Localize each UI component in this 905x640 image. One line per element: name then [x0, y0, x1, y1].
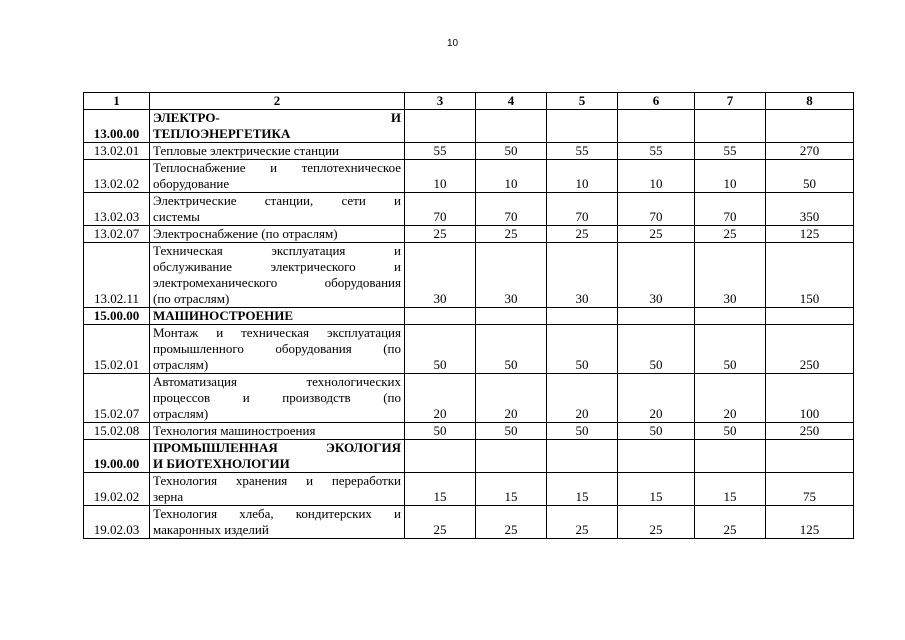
page-number: 10	[446, 38, 459, 49]
header-cell: 6	[618, 93, 695, 110]
value-cell: 15	[405, 473, 476, 506]
name-cell	[150, 506, 405, 539]
value-cell: 10	[405, 160, 476, 193]
value-cell: 20	[405, 374, 476, 423]
table-row	[84, 160, 854, 193]
name-line: Автоматизация технологических	[153, 374, 401, 389]
value-cell: 70	[618, 193, 695, 226]
name-line: электромеханического оборудования	[153, 275, 401, 290]
value-cell: 55	[695, 143, 766, 160]
table-row	[84, 226, 854, 243]
value-cell: 15	[618, 473, 695, 506]
value-cell: 20	[476, 374, 547, 423]
code-cell: 13.02.01	[84, 143, 150, 160]
value-cell	[405, 110, 476, 143]
header-cell: 1	[84, 93, 150, 110]
value-cell	[405, 308, 476, 325]
section-row	[84, 440, 854, 473]
value-cell: 70	[405, 193, 476, 226]
name-line: системы	[153, 209, 200, 224]
value-cell: 25	[695, 226, 766, 243]
value-cell: 25	[476, 226, 547, 243]
name-line: оборудование	[153, 176, 230, 191]
value-cell: 50	[405, 423, 476, 440]
value-cell	[476, 110, 547, 143]
value-cell: 50	[405, 325, 476, 374]
value-cell	[766, 308, 854, 325]
code-cell: 19.02.03	[84, 506, 150, 539]
name-line: ЭЛЕКТРО- И	[153, 110, 401, 125]
value-cell	[695, 440, 766, 473]
name-line: ТЕПЛОЭНЕРГЕТИКА	[153, 126, 291, 141]
value-cell: 25	[618, 506, 695, 539]
name-line: МАШИНОСТРОЕНИЕ	[153, 308, 294, 323]
value-cell: 270	[766, 143, 854, 160]
table-header-row	[84, 93, 854, 110]
value-cell: 50	[547, 423, 618, 440]
value-cell: 70	[695, 193, 766, 226]
value-cell: 10	[476, 160, 547, 193]
value-cell: 125	[766, 506, 854, 539]
value-cell: 150	[766, 243, 854, 308]
name-line: Тепловые электрические станции	[153, 143, 339, 158]
value-cell: 50	[766, 160, 854, 193]
name-line: Техническая эксплуатация и	[153, 243, 401, 258]
value-cell: 100	[766, 374, 854, 423]
value-cell: 55	[547, 143, 618, 160]
value-cell: 50	[476, 143, 547, 160]
header-cell: 8	[766, 93, 854, 110]
value-cell: 55	[618, 143, 695, 160]
code-cell: 15.02.01	[84, 325, 150, 374]
name-line: Электрические станции, сети и	[153, 193, 401, 208]
name-line: Монтаж и техническая эксплуатация	[153, 325, 401, 340]
value-cell: 30	[405, 243, 476, 308]
value-cell: 10	[618, 160, 695, 193]
value-cell: 20	[547, 374, 618, 423]
value-cell: 30	[618, 243, 695, 308]
name-line: Технология хлеба, кондитерских и	[153, 506, 401, 521]
code-cell: 13.02.03	[84, 193, 150, 226]
value-cell: 20	[695, 374, 766, 423]
admission-table	[83, 92, 854, 539]
value-cell	[618, 440, 695, 473]
code-cell: 13.00.00	[84, 110, 150, 143]
name-line: макаронных изделий	[153, 522, 269, 537]
value-cell: 25	[618, 226, 695, 243]
value-cell	[405, 440, 476, 473]
header-cell: 2	[150, 93, 405, 110]
name-line: (по отраслям)	[153, 291, 230, 306]
name-line: процессов и производств (по	[153, 390, 401, 405]
value-cell: 25	[695, 506, 766, 539]
code-cell: 15.00.00	[84, 308, 150, 325]
value-cell	[547, 110, 618, 143]
value-cell	[695, 308, 766, 325]
value-cell	[618, 308, 695, 325]
value-cell: 20	[618, 374, 695, 423]
value-cell: 50	[618, 423, 695, 440]
name-cell	[150, 160, 405, 193]
name-cell	[150, 110, 405, 143]
name-cell	[150, 473, 405, 506]
name-cell	[150, 440, 405, 473]
value-cell	[695, 110, 766, 143]
value-cell: 50	[476, 325, 547, 374]
value-cell	[766, 110, 854, 143]
code-cell: 19.02.02	[84, 473, 150, 506]
name-cell	[150, 226, 405, 243]
name-line: отраслям)	[153, 406, 209, 421]
table-row	[84, 243, 854, 308]
value-cell: 50	[695, 325, 766, 374]
value-cell: 70	[547, 193, 618, 226]
value-cell: 15	[476, 473, 547, 506]
value-cell: 50	[695, 423, 766, 440]
table-row	[84, 193, 854, 226]
value-cell	[618, 110, 695, 143]
name-line: обслуживание электрического и	[153, 259, 401, 274]
value-cell	[547, 440, 618, 473]
value-cell	[476, 440, 547, 473]
value-cell	[476, 308, 547, 325]
code-cell: 13.02.11	[84, 243, 150, 308]
name-cell	[150, 143, 405, 160]
value-cell: 10	[695, 160, 766, 193]
value-cell: 250	[766, 325, 854, 374]
table-row	[84, 143, 854, 160]
name-line: Электроснабжение (по отраслям)	[153, 226, 338, 241]
value-cell: 25	[405, 506, 476, 539]
section-row	[84, 110, 854, 143]
name-line: Теплоснабжение и теплотехническое	[153, 160, 401, 175]
table-row	[84, 325, 854, 374]
code-cell: 19.00.00	[84, 440, 150, 473]
table-row	[84, 423, 854, 440]
value-cell: 10	[547, 160, 618, 193]
name-line: Технология хранения и переработки	[153, 473, 401, 488]
value-cell: 25	[547, 226, 618, 243]
header-cell: 7	[695, 93, 766, 110]
table-row	[84, 473, 854, 506]
value-cell: 25	[476, 506, 547, 539]
table-row	[84, 374, 854, 423]
value-cell: 25	[547, 506, 618, 539]
value-cell: 50	[476, 423, 547, 440]
name-cell	[150, 374, 405, 423]
value-cell	[547, 308, 618, 325]
name-line: зерна	[153, 489, 184, 504]
name-cell	[150, 243, 405, 308]
value-cell: 30	[547, 243, 618, 308]
value-cell: 75	[766, 473, 854, 506]
value-cell: 15	[547, 473, 618, 506]
code-cell: 15.02.07	[84, 374, 150, 423]
name-cell	[150, 193, 405, 226]
value-cell: 55	[405, 143, 476, 160]
code-cell: 13.02.02	[84, 160, 150, 193]
value-cell: 70	[476, 193, 547, 226]
value-cell: 125	[766, 226, 854, 243]
value-cell: 50	[547, 325, 618, 374]
header-cell: 4	[476, 93, 547, 110]
name-cell	[150, 423, 405, 440]
name-line: Технология машиностроения	[153, 423, 316, 438]
name-cell	[150, 325, 405, 374]
code-cell: 13.02.07	[84, 226, 150, 243]
value-cell: 30	[476, 243, 547, 308]
value-cell: 15	[695, 473, 766, 506]
value-cell: 50	[618, 325, 695, 374]
value-cell	[766, 440, 854, 473]
name-line: ПРОМЫШЛЕННАЯ ЭКОЛОГИЯ	[153, 440, 401, 455]
name-line: отраслям)	[153, 357, 209, 372]
value-cell: 250	[766, 423, 854, 440]
header-cell: 5	[547, 93, 618, 110]
value-cell: 350	[766, 193, 854, 226]
header-cell: 3	[405, 93, 476, 110]
code-cell: 15.02.08	[84, 423, 150, 440]
table-body	[84, 110, 854, 539]
name-cell	[150, 308, 405, 325]
value-cell: 25	[405, 226, 476, 243]
value-cell: 30	[695, 243, 766, 308]
section-row	[84, 308, 854, 325]
table-row	[84, 506, 854, 539]
name-line: И БИОТЕХНОЛОГИИ	[153, 456, 290, 471]
name-line: промышленного оборудования (по	[153, 341, 401, 356]
